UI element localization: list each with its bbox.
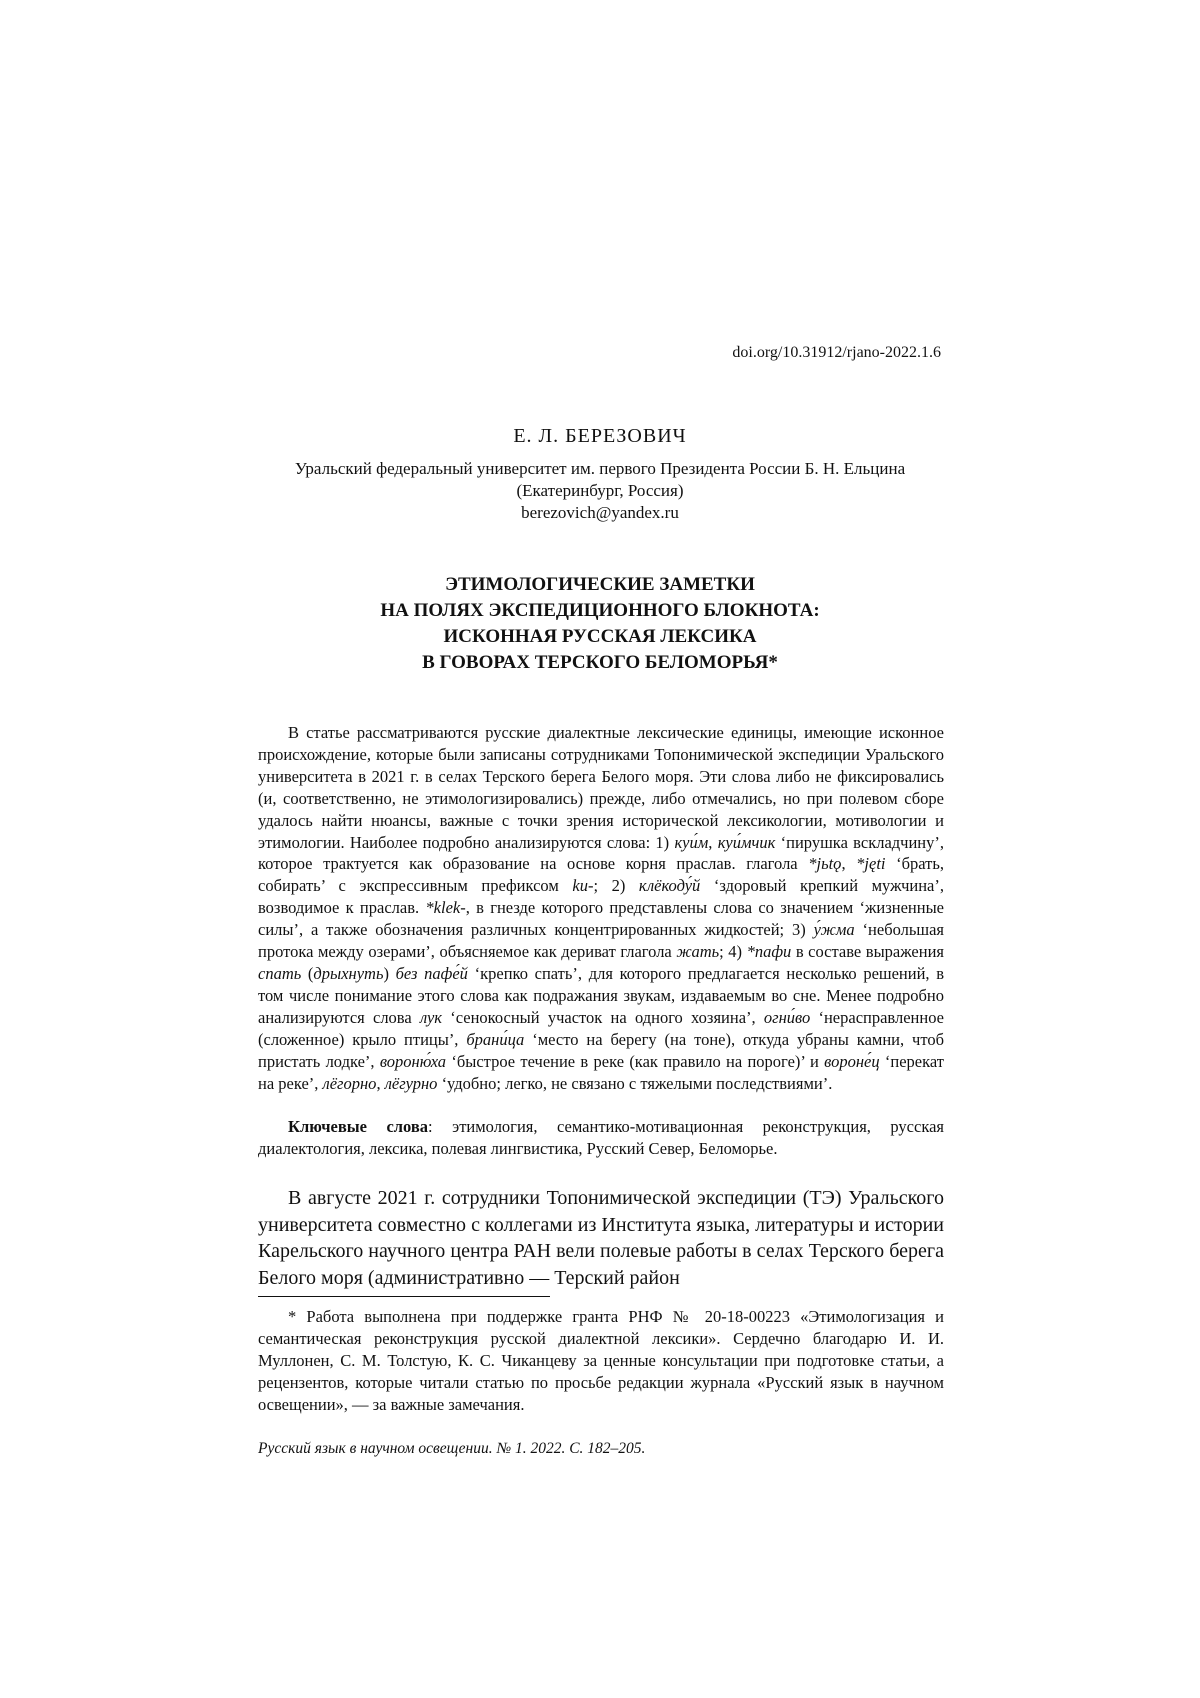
abstract-text: ‘небольшая протока между озерами’, объясняемое как дериват глагола <box>258 920 944 962</box>
abstract-text: ‘удобно; легко, не связано с тяжелыми последствиями’. <box>437 1073 833 1093</box>
author-name: Е. Л. БЕРЕЗОВИЧ <box>513 425 687 447</box>
abstract-text: ; 4) <box>719 942 747 962</box>
body-paragraph: В августе 2021 г. сотрудники Топонимической экспедиции (ТЭ) Уральского университета совместно с коллегами из Института языка, литературы и истории Карельского научного центра РАН вели полевые работы в селах Терского берега Белого моря (административно — Терский район <box>258 1187 944 1289</box>
abstract-text: ‘пирушка вскладчину’, которое трактуется как образование на основе корня праслав. глагола <box>258 832 944 874</box>
abstract-text: ‘быстрое течение в реке (как правило на пороге)’ и <box>446 1051 825 1071</box>
abstract-text: В статье рассматриваются русские диалектные лексические единицы, имеющие исконное происхождение, которые были записаны сотрудниками Топонимической экспедиции Уральского университета в 2021 г. в селах Терского берега Белого моря. Эти слова либо не фиксировались (и, соответственно, не этимологизировались) прежде, либо отмечались, но при полевом сборе удалось найти нюансы, важные с точки зрения исторической лексикологии, мотивологии и этимологии. Наиболее подробно анализируются слова: 1) <box>258 723 944 852</box>
abstract-term: ku- <box>572 876 594 896</box>
abstract-term: лук <box>419 1007 442 1027</box>
abstract-term: *пафи <box>746 942 792 962</box>
abstract-term: *jęti <box>856 854 886 874</box>
abstract-term: клёкоду́й <box>638 876 701 896</box>
abstract-text: ‘перекат на реке’, <box>258 1051 944 1093</box>
affiliation-university: Уральский федеральный университет им. первого Президента России Б. Н. Ельцина <box>294 459 906 478</box>
abstract <box>258 722 944 1094</box>
author-email[interactable]: berezovich@yandex.ru <box>521 503 679 522</box>
abstract-text: ‘здоровый крепкий мужчина’, возводимое к праслав. <box>258 876 944 918</box>
abstract-term: вороню́ха <box>379 1051 447 1071</box>
footnote-divider <box>258 1296 550 1297</box>
abstract-text: , <box>376 1073 385 1093</box>
abstract-term: у́жма <box>813 920 855 940</box>
abstract-term: лёгорно <box>322 1073 377 1093</box>
keywords <box>258 1116 944 1160</box>
abstract-term: вороне́ц <box>824 1051 880 1071</box>
abstract-text: ‘место на берегу (на тоне), откуда убраны камни, чтоб пристать лодке’, <box>258 1029 944 1071</box>
title-line: В ГОВОРАХ ТЕРСКОГО БЕЛОМОРЬЯ* <box>422 652 778 673</box>
abstract-term: огни́во <box>763 1007 811 1027</box>
abstract-term: *klek- <box>425 898 466 918</box>
abstract-term: куи́мчик <box>717 832 776 852</box>
abstract-text: , <box>708 832 718 852</box>
abstract-text: в составе выражения <box>791 942 944 962</box>
doi-link[interactable]: doi.org/10.31912/rjano-2022.1.6 <box>732 344 941 361</box>
abstract-text: , <box>841 854 857 874</box>
abstract-term: жать <box>676 942 720 962</box>
abstract-term: брани́ца <box>466 1029 525 1049</box>
affiliation-city: (Екатеринбург, Россия) <box>516 481 684 500</box>
title-line: ИСКОННАЯ РУССКАЯ ЛЕКСИКА <box>443 626 757 647</box>
abstract-term: *jьtǫ <box>808 854 842 874</box>
abstract-text: ; 2) <box>593 876 639 896</box>
abstract-text: ( <box>301 963 314 983</box>
keywords-text: : этимология, семантико-мотивационная реконструкция, русская диалектология, лексика, полевая лингвистика, Русский Север, Беломорье. <box>258 1117 945 1158</box>
article-title <box>0 572 1200 676</box>
footnote: * Работа выполнена при поддержке гранта РНФ № 20-18-00223 «Этимологизация и семантическая реконструкция русской диалектной лексики». Сердечно благодарю И. И. Муллонен, С. М. Толстую, К. С. Чиканцеву за ценные консультации при подготовке статьи, а рецензентов, которые читали статью по просьбе редакции журнала «Русский язык в научном освещении», — за важные замечания. <box>258 1307 944 1414</box>
keywords-label: Ключевые слова <box>288 1117 429 1136</box>
abstract-text: ‘сенокосный участок на одного хозяина’, <box>442 1007 764 1027</box>
title-line: НА ПОЛЯХ ЭКСПЕДИЦИОННОГО БЛОКНОТА: <box>380 600 820 621</box>
abstract-term: дрыхнуть <box>313 963 384 983</box>
abstract-term: без пафе́й <box>395 963 468 983</box>
abstract-text: ) <box>383 963 396 983</box>
abstract-text: ‘крепко спать’, для которого предлагается несколько решений, в том числе понимание этого слова как подражания звукам, издаваемым во сне. Менее подробно анализируются слова <box>258 963 945 1027</box>
journal-citation: Русский язык в научном освещении. № 1. 2022. С. 182–205. <box>258 1440 646 1457</box>
affiliation <box>0 458 1200 524</box>
abstract-term: куи́м <box>674 832 709 852</box>
abstract-term: спать <box>258 963 302 983</box>
abstract-text: , в гнезде которого представлены слова со значением ‘жизненные силы’, а также обозначения различных концентрированных жидкостей; 3) <box>258 898 944 940</box>
abstract-text: ‘брать, собирать’ с экспрессивным префиксом <box>258 854 945 896</box>
abstract-term: лёгурно <box>384 1073 438 1093</box>
title-line: ЭТИМОЛОГИЧЕСКИЕ ЗАМЕТКИ <box>445 574 755 595</box>
abstract-text: ‘нерасправленное (сложенное) крыло птицы’, <box>258 1007 944 1049</box>
